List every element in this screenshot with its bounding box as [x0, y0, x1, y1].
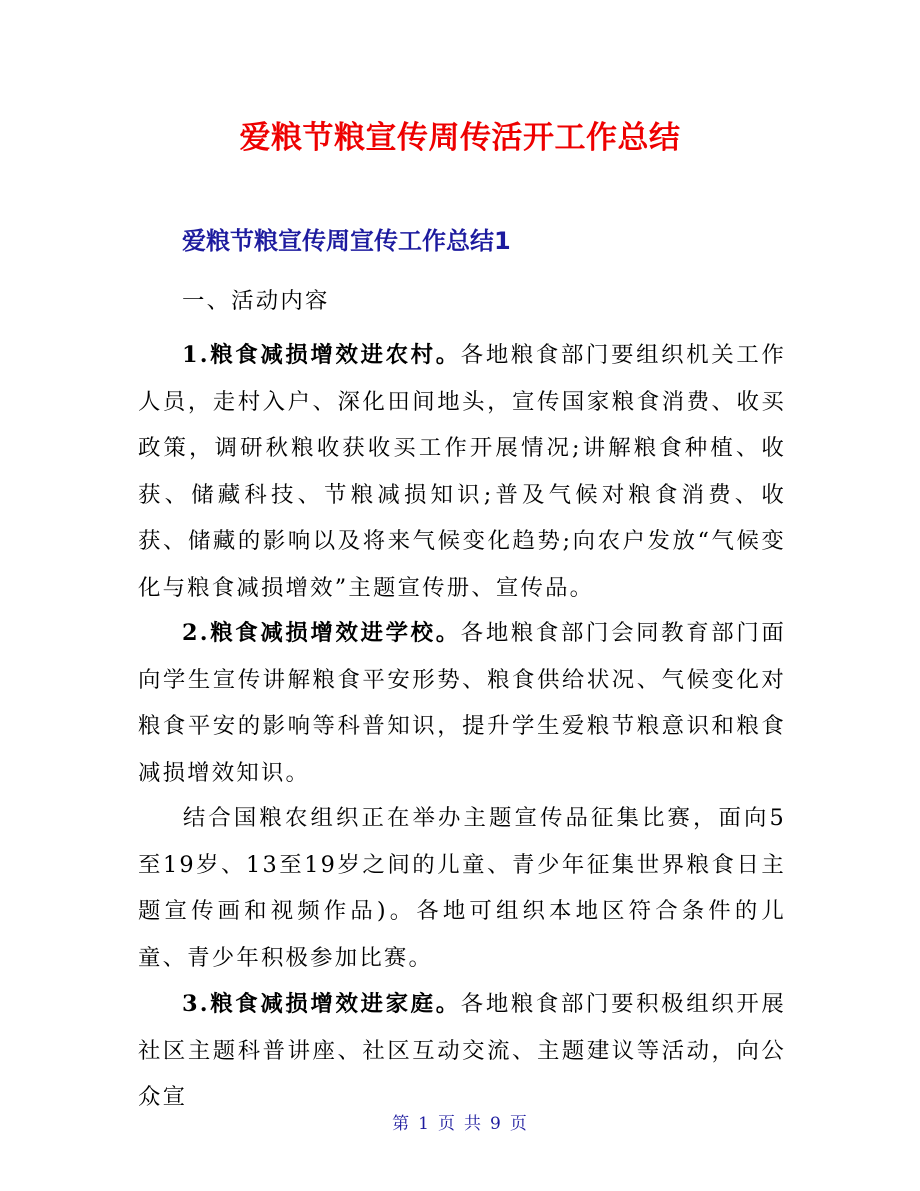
heading-activity-content: 一、活动内容	[182, 288, 330, 314]
paragraph-school	[138, 610, 786, 796]
footer-current-page: 1	[418, 1114, 430, 1134]
paragraph-text: 各地粮食部门会同教育部门面向学生宣传讲解粮食平安形势、粮食供给状况、气候变化对粮食平安的影响等科普知识，提升学生爱粮节粮意识和粮食减损增效知识。	[138, 620, 786, 786]
paragraph-lead: 1.粮食减损增效进农村。	[182, 342, 461, 368]
paragraph-family	[138, 981, 786, 1121]
footer-prefix: 第	[392, 1114, 411, 1134]
paragraph-contest	[138, 795, 786, 981]
paragraph-rural	[138, 332, 786, 611]
footer-page-label: 页	[438, 1114, 456, 1134]
page-footer	[0, 1111, 920, 1137]
paragraph-text: 各地粮食部门要积极组织开展社区主题科普讲座、社区互动交流、主题建议等活动，向公众宣	[138, 991, 786, 1110]
section-title: 爱粮节粮宣传周宣传工作总结1	[182, 227, 511, 255]
paragraph-text: 各地粮食部门要组织机关工作人员，走村入户、深化田间地头，宣传国家粮食消费、收买政策，调研秋粮收获收买工作开展情况;讲解粮食种植、收获、储藏科技、节粮减损知识;普及气候对粮食消费、收获、储藏的影响以及将来气候变化趋势;向农户发放“气候变化与粮食减损增效”主题宣传册、宣传品。	[138, 342, 786, 601]
footer-total-pages: 9	[490, 1114, 502, 1134]
paragraph-text: 结合国粮农组织正在举办主题宣传品征集比赛，面向5至19岁、13至19岁之间的儿童、青少年征集世界粮食日主题宣传画和视频作品)。各地可组织本地区符合条件的儿童、青少年积极参加比赛。	[138, 805, 786, 971]
paragraph-lead: 3.粮食减损增效进家庭。	[182, 991, 461, 1017]
paragraph-lead: 2.粮食减损增效进学校。	[182, 620, 461, 646]
footer-suffix: 页	[509, 1114, 528, 1134]
footer-total-label: 共	[464, 1114, 482, 1134]
document-title: 爱粮节粮宣传周传活开工作总结	[239, 120, 681, 156]
